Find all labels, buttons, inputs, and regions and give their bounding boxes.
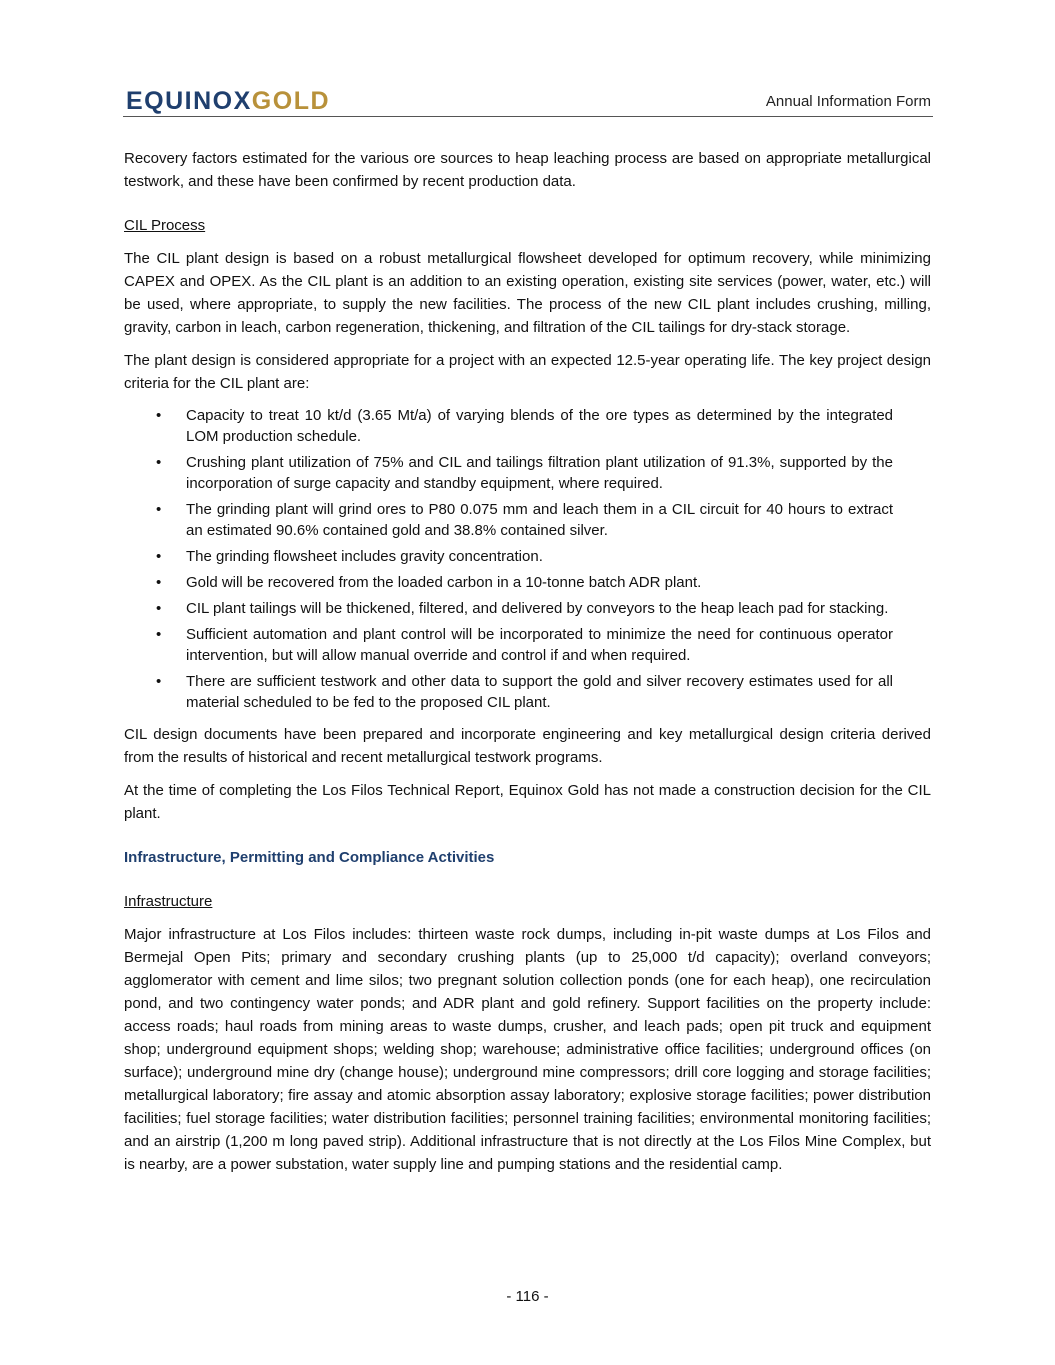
logo-equinox-text: EQUINOX (126, 87, 252, 115)
page-body (124, 147, 931, 1176)
list-item: • There are sufficient testwork and other data to support the gold and silver recovery estimates used for all material scheduled to be fed to the proposed CIL plant. (156, 673, 893, 711)
bullet-icon: • (156, 407, 162, 424)
paragraph-major-infrastructure: Major infrastructure at Los Filos includes: thirteen waste rock dumps, including in-pit waste dumps at Los Filos and Bermejal Open Pits; primary and secondary crushing plants (up to 25,000 t/d capacity); overland conveyors; agglomerator with cement and lime silos; two pregnant solution collection ponds (one for each heap), one recirculation pond, and two contingency water ponds; and ADR plant and gold refinery. Support facilities on the property include: access roads; haul roads from mining areas to waste dumps, crusher, and leach pads; open pit truck and equipment shop; underground equipment shops; welding shop; warehouse; administrative office facilities; underground offices (on surface); underground mine dry (change house); underground mine compressors; drill core logging and storage facilities; metallurgical laboratory; fire assay and atomic absorption assay laboratory; explosive storage facilities; power distribution facilities; fuel storage facilities; water distribution facilities; personnel training facilities; environmental monitoring facilities; and an airstrip (1,200 m long paved strip). Additional infrastructure that is not directly at the Los Filos Mine Complex, but is nearby, are a power substation, water supply line and pumping stations and the residential camp. (124, 926, 931, 1173)
list-item: • Crushing plant utilization of 75% and CIL and tailings filtration plant utilization of 91.3%, supported by the incorporation of surge capacity and standby equipment, where required. (156, 454, 893, 492)
list-item: • The grinding plant will grind ores to P80 0.075 mm and leach them in a CIL circuit for 40 hours to extract an estimated 90.6% contained gold and 38.8% contained silver. (156, 501, 893, 539)
bullet-icon: • (156, 548, 162, 565)
subheading-cil-process: CIL Process (124, 217, 206, 234)
list-item: • The grinding flowsheet includes gravity concentration. (156, 548, 543, 565)
bullet-icon: • (156, 574, 162, 591)
list-item: • Gold will be recovered from the loaded carbon in a 10-tonne batch ADR plant. (156, 574, 702, 591)
page-number: - 116 - (506, 1288, 549, 1305)
subheading-infrastructure: Infrastructure (124, 893, 213, 910)
page-header (123, 88, 933, 117)
paragraph-plant-design: The plant design is considered appropriate for a project with an expected 12.5-year operating life. The key project design criteria for the CIL plant are: (124, 352, 931, 392)
bullet-icon: • (156, 454, 162, 471)
paragraph-recovery-factors: Recovery factors estimated for the various ore sources to heap leaching process are based on appropriate metallurgical testwork, and these have been confirmed by recent production data. (124, 150, 931, 190)
bullet-icon: • (156, 673, 162, 690)
paragraph-construction-decision: At the time of completing the Los Filos Technical Report, Equinox Gold has not made a construction decision for the CIL plant. (124, 782, 931, 822)
paragraph-cil-documents: CIL design documents have been prepared and incorporate engineering and key metallurgical design criteria derived from the results of historical and recent metallurgical testwork programs. (124, 726, 931, 766)
list-item: • Sufficient automation and plant control will be incorporated to minimize the need for continuous operator intervention, but will allow manual override and control if and when required. (156, 626, 893, 664)
list-item: • Capacity to treat 10 kt/d (3.65 Mt/a) of varying blends of the ore types as determined by the integrated LOM production schedule. (156, 407, 893, 445)
bullet-icon: • (156, 626, 162, 643)
bullet-icon: • (156, 600, 162, 617)
design-criteria-list (124, 405, 931, 713)
equinox-gold-logo (126, 88, 330, 114)
logo-gold-text: GOLD (251, 87, 331, 115)
paragraph-cil-design: The CIL plant design is based on a robust metallurgical flowsheet developed for optimum recovery, while minimizing CAPEX and OPEX. As the CIL plant is an addition to an existing operation, existing site services (power, water, etc.) will be used, where appropriate, to supply the new facilities. The process of the new CIL plant includes crushing, milling, gravity, carbon in leach, carbon regeneration, thickening, and filtration of the CIL tailings for dry-stack storage. (124, 250, 931, 336)
list-item: • CIL plant tailings will be thickened, filtered, and delivered by conveyors to the heap leach pad for stacking. (156, 600, 889, 617)
bullet-icon: • (156, 501, 162, 518)
section-heading-infrastructure-permitting: Infrastructure, Permitting and Compliance Activities (124, 849, 495, 866)
header-title: Annual Information Form (765, 93, 931, 110)
